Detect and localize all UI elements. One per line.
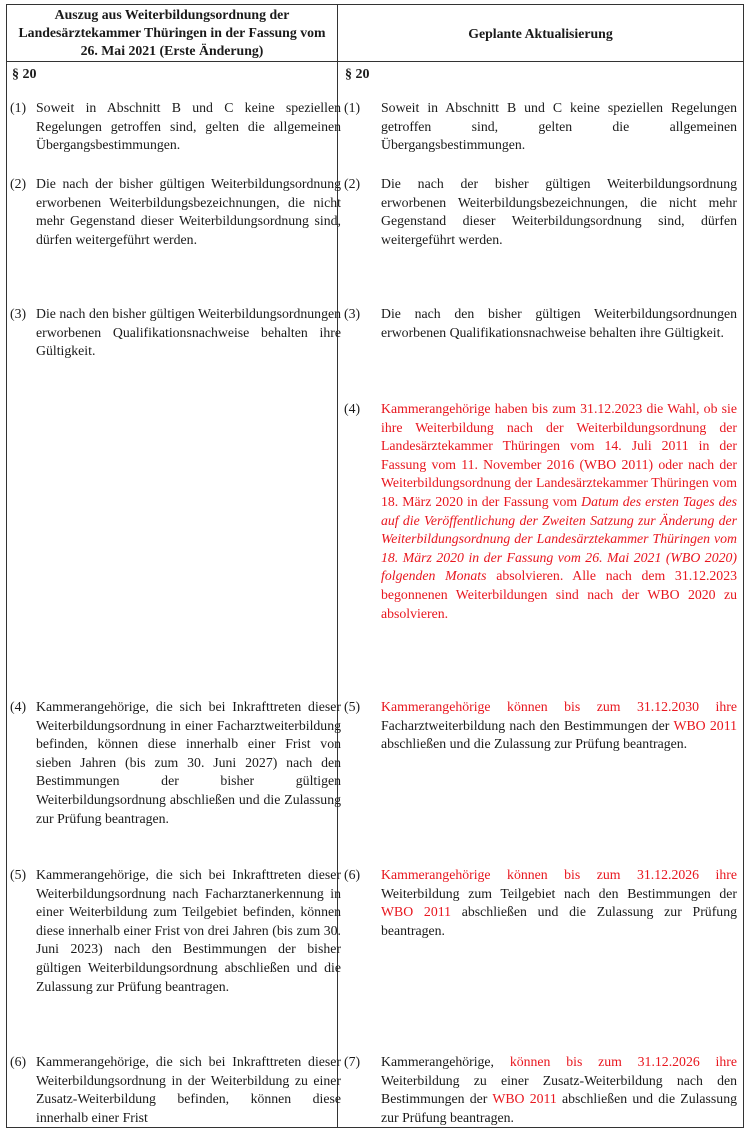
paragraph-number: (3) [10,306,27,321]
right-paragraph-1 [344,99,737,155]
paragraph-text: Kammerangehörige, die sich bei Inkrafttreten dieser Weiterbildungsordnung in einer Facharztweiterbildung befinden, können diese innerhalb einer Frist von sieben Jahren (bis zum 30. Juni 2027) nach den Bestimmungen der bisher gültigen Weiterbildungsordnung abschließen und die Zulassung zur Prüfung beantragen. [36,699,341,826]
unchanged-text: abschließen und die Zulassung zur Prüfung beantragen. [381,904,737,938]
changed-text: WBO 2011 [492,1091,557,1107]
right-paragraph-2 [344,175,737,249]
paragraph-text: Soweit in Abschnitt B und C keine speziellen Regelungen getroffen sind, gelten die allgemeinen Übergangsbestimmungen. [36,100,341,153]
left-paragraph-3 [10,305,341,361]
left-paragraph-4 [10,698,341,828]
paragraph-number: (7) [344,1054,361,1069]
left-paragraph-5 [10,866,341,996]
paragraph-text: Soweit in Abschnitt B und C keine speziellen Regelungen getroffen sind, gelten die allgemeinen Übergangsbestimmungen. [381,100,737,153]
paragraph-number: (6) [10,1054,27,1069]
right-paragraph-5 [344,698,737,754]
paragraph-text: Kammerangehörige, die sich bei Inkrafttreten dieser Weiterbildungsordnung nach Facharztanerkennung in einer Weiterbildung zum Teilgebiet befinden, können diese innerhalb einer Frist von drei Jahren (bis zum 30. Juni 2023) nach den Bestimmungen der bisher gültigen Weiterbildungsordnung abschließen und die Zulassung zur Prüfung beantragen. [36,867,341,994]
table-border-top [6,4,744,5]
paragraph-number: (2) [344,176,361,191]
changed-text: WBO 2011 [381,904,452,920]
unchanged-text: Weiterbildung zum Teilgebiet nach den Bestimmungen der [381,885,737,901]
paragraph-text: Die nach der bisher gültigen Weiterbildungsordnung erworbenen Weiterbildungsbezeichnungen, die nicht mehr Gegenstand dieser Weiterbildungsordnung sind, dürfen weitergeführt werden. [36,176,341,247]
paragraph-number: (4) [344,401,361,416]
right-paragraph-6 [344,866,737,940]
changed-text: WBO 2011 [673,717,737,733]
right-paragraph-3 [344,305,737,342]
paragraph-number: (1) [344,100,361,115]
unchanged-text: abschließen und die Zulassung zur Prüfung beantragen. [381,1091,737,1125]
paragraph-text [381,1053,737,1127]
paragraph-text: Kammerangehörige, die sich bei Inkrafttreten dieser Weiterbildungsordnung in der Weiterbildung zu einer Zusatz-Weiterbildung befinden, können diese innerhalb einer Frist [36,1054,341,1125]
paragraph-number: (3) [344,306,361,321]
paragraph-text: Die nach den bisher gültigen Weiterbildungsordnungen erworbenen Qualifikationsnachweise behalten ihre Gültigkeit. [381,306,737,340]
changed-text: Kammerangehörige können bis zum 31.12.2030 ihre [381,699,737,714]
left-paragraph-1 [10,99,341,155]
paragraph-number: (2) [10,176,27,191]
left-paragraph-2 [10,175,341,249]
changed-text: können bis zum 31.12.2026 ihre [509,1054,737,1069]
section-label-left: § 20 [12,67,37,82]
paragraph-text: Die nach der bisher gültigen Weiterbildungsordnung erworbenen Weiterbildungsbezeichnungen, die nicht mehr Gegenstand dieser Weiterbildungsordnung sind, dürfen weitergeführt werden. [381,176,737,247]
table-border-right [743,4,744,1128]
column-header-current-version: Auszug aus Weiterbildungsordnung der Landesärztekammer Thüringen in der Fassung vom 26. Mai 2021 (Erste Änderung) [18,7,326,58]
paragraph-text: Die nach den bisher gültigen Weiterbildungsordnungen erworbenen Qualifikationsnachweise behalten ihre Gültigkeit. [36,306,341,359]
inserted-text: Kammerangehörige haben bis zum 31.12.2023 die Wahl, ob sie ihre Weiterbildung nach der Weiterbildungsordnung der Landesärztekammer Thüringen vom 14. Juli 2011 in der Fassung vom 11. November 2016 (WBO 2011) oder nach der Weiterbildungsordnung der Landesärztekammer Thüringen vom 18. März 2020 in der Fassung vom [381,401,737,509]
paragraph-number: (4) [10,699,27,714]
paragraph-text [381,400,737,623]
paragraph-text [381,866,737,940]
unchanged-text: abschließen und die Zulassung zur Prüfung beantragen. [381,736,688,752]
right-paragraph-7 [344,1053,737,1127]
table-border-left [6,4,7,1128]
paragraph-number: (5) [10,867,27,882]
column-header-planned-update: Geplante Aktualisierung [468,26,613,41]
section-label-right: § 20 [345,67,370,82]
paragraph-number: (5) [344,699,361,714]
header-row-divider [6,61,744,62]
changed-text: Kammerangehörige können bis zum 31.12.2026 ihre [381,867,737,882]
unchanged-text: Weiterbildung zu einer Zusatz-Weiterbildung nach den Bestimmungen der [381,1072,737,1107]
right-paragraph-4-new [344,400,737,623]
paragraph-text [381,698,737,754]
unchanged-text: Kammerangehörige, [381,1054,495,1069]
paragraph-number: (1) [10,100,27,115]
left-paragraph-6 [10,1053,341,1127]
inserted-italic-placeholder: Datum des ersten Tages des auf die Veröffentlichung der Zweiten Satzung zur Änderung der Weiterbildungsordnung der Landesärztekammer Thüringen vom 18. März 2020 in der Fassung vom 26. Mai 2021 (WBO 2020) folgenden Monats [381,493,737,584]
inserted-text: absolvieren. Alle nach dem 31.12.2023 begonnenen Weiterbildungen sind nach der WBO 2020 zu absolvieren. [381,568,738,621]
unchanged-text: Facharztweiterbildung nach den Bestimmungen der [381,717,670,733]
paragraph-number: (6) [344,867,361,882]
